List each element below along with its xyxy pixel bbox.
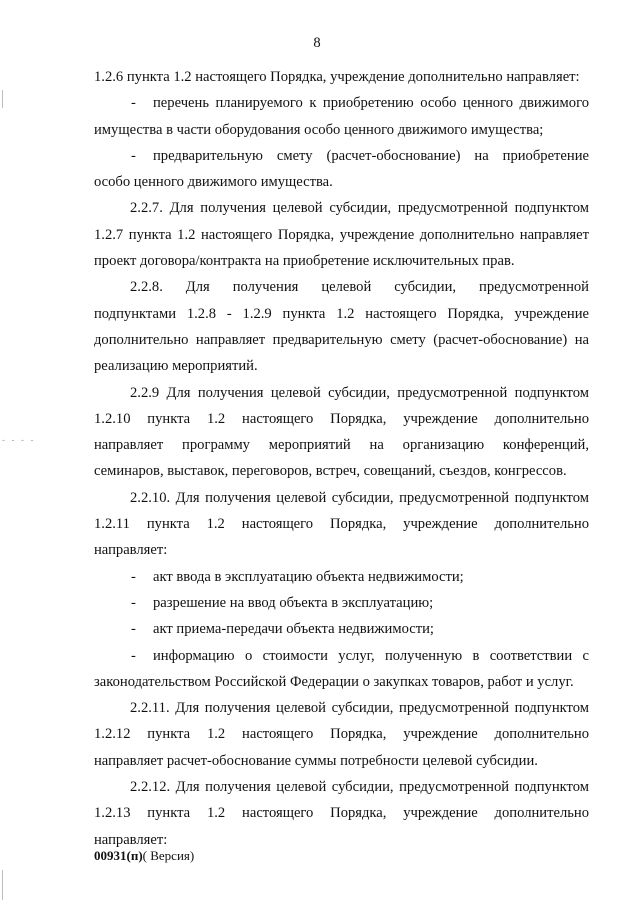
text-line: 2.2.8. Для получения целевой субсидии, предусмотренной [130, 279, 589, 296]
text-line: направляет: [94, 542, 168, 559]
text-line: 1.2.11 пункта 1.2 настоящего Порядка, учреждение дополнительно [94, 516, 589, 533]
text-line: реализацию мероприятий. [94, 358, 258, 375]
bullet-dash: - [131, 95, 136, 112]
bullet-text: информацию о стоимости услуг, полученную в соответствии с [153, 647, 589, 664]
text-line: 2.2.11. Для получения целевой субсидии, предусмотренной подпунктом [130, 700, 589, 717]
scan-edge-mark [2, 870, 3, 900]
bullet-text: акт ввода в эксплуатацию объекта недвижимости; [153, 568, 464, 585]
text-line: имущества в части оборудования особо ценного движимого имущества; [94, 121, 544, 138]
bullet-dash: - [131, 568, 136, 585]
margin-scan-mark: - - - - [2, 435, 36, 445]
text-line [94, 90, 589, 116]
text-line: особо ценного движимого имущества. [94, 174, 333, 191]
text-line: 1.2.10 пункта 1.2 настоящего Порядка, учреждение дополнительно [94, 410, 589, 427]
bullet-text: разрешение на ввод объекта в эксплуатацию; [153, 594, 434, 611]
text-line: направляет: [94, 831, 168, 848]
text-line [94, 143, 589, 169]
text-line: направляет программу мероприятий на организацию конференций, [94, 437, 589, 454]
footer-version: ( Версия) [142, 848, 195, 863]
text-line: 1.2.6 пункта 1.2 настоящего Порядка, учреждение дополнительно направляет: [94, 69, 580, 85]
text-line [94, 643, 589, 669]
text-line: 1.2.7 пункта 1.2 настоящего Порядка, учреждение дополнительно направляет [94, 226, 589, 243]
bullet-dash: - [131, 647, 136, 664]
bullet-dash: - [131, 147, 136, 164]
page-number: 8 [313, 35, 321, 51]
scan-edge-mark [2, 90, 3, 108]
text-line: проект договора/контракта на приобретение исключительных прав. [94, 253, 515, 270]
bullet-dash: - [131, 621, 136, 638]
text-line: подпунктами 1.2.8 - 1.2.9 пункта 1.2 настоящего Порядка, учреждение [94, 305, 589, 322]
text-line: законодательством Российской Федерации о закупках товаров, работ и услуг. [94, 673, 574, 690]
bullet-text: предварительную смету (расчет-обоснование) на приобретение [153, 147, 589, 164]
text-line [94, 590, 589, 616]
text-line: семинаров, выставок, переговоров, встреч, совещаний, съездов, конгрессов. [94, 463, 567, 480]
document-body [94, 64, 589, 853]
text-line: 2.2.12. Для получения целевой субсидии, предусмотренной подпунктом [130, 779, 589, 796]
bullet-dash: - [131, 594, 136, 611]
text-line: 2.2.10. Для получения целевой субсидии, предусмотренной подпунктом [130, 489, 589, 506]
bullet-text: перечень планируемого к приобретению особо ценного движимого [153, 95, 589, 112]
text-line: дополнительно направляет предварительную смету (расчет-обоснование) на [94, 331, 589, 348]
text-line: 1.2.12 пункта 1.2 настоящего Порядка, учреждение дополнительно [94, 726, 589, 743]
document-footer [94, 848, 194, 864]
text-line [94, 564, 589, 590]
bullet-text: акт приема-передачи объекта недвижимости; [153, 621, 434, 638]
text-line: 1.2.13 пункта 1.2 настоящего Порядка, учреждение дополнительно [94, 805, 589, 822]
text-line: направляет расчет-обоснование суммы потребности целевой субсидии. [94, 752, 538, 769]
text-line: 2.2.7. Для получения целевой субсидии, предусмотренной подпунктом [130, 200, 589, 217]
text-line [94, 616, 589, 642]
text-line: 2.2.9 Для получения целевой субсидии, предусмотренной подпунктом [130, 384, 589, 401]
footer-document-code: 00931(п) [94, 848, 143, 863]
